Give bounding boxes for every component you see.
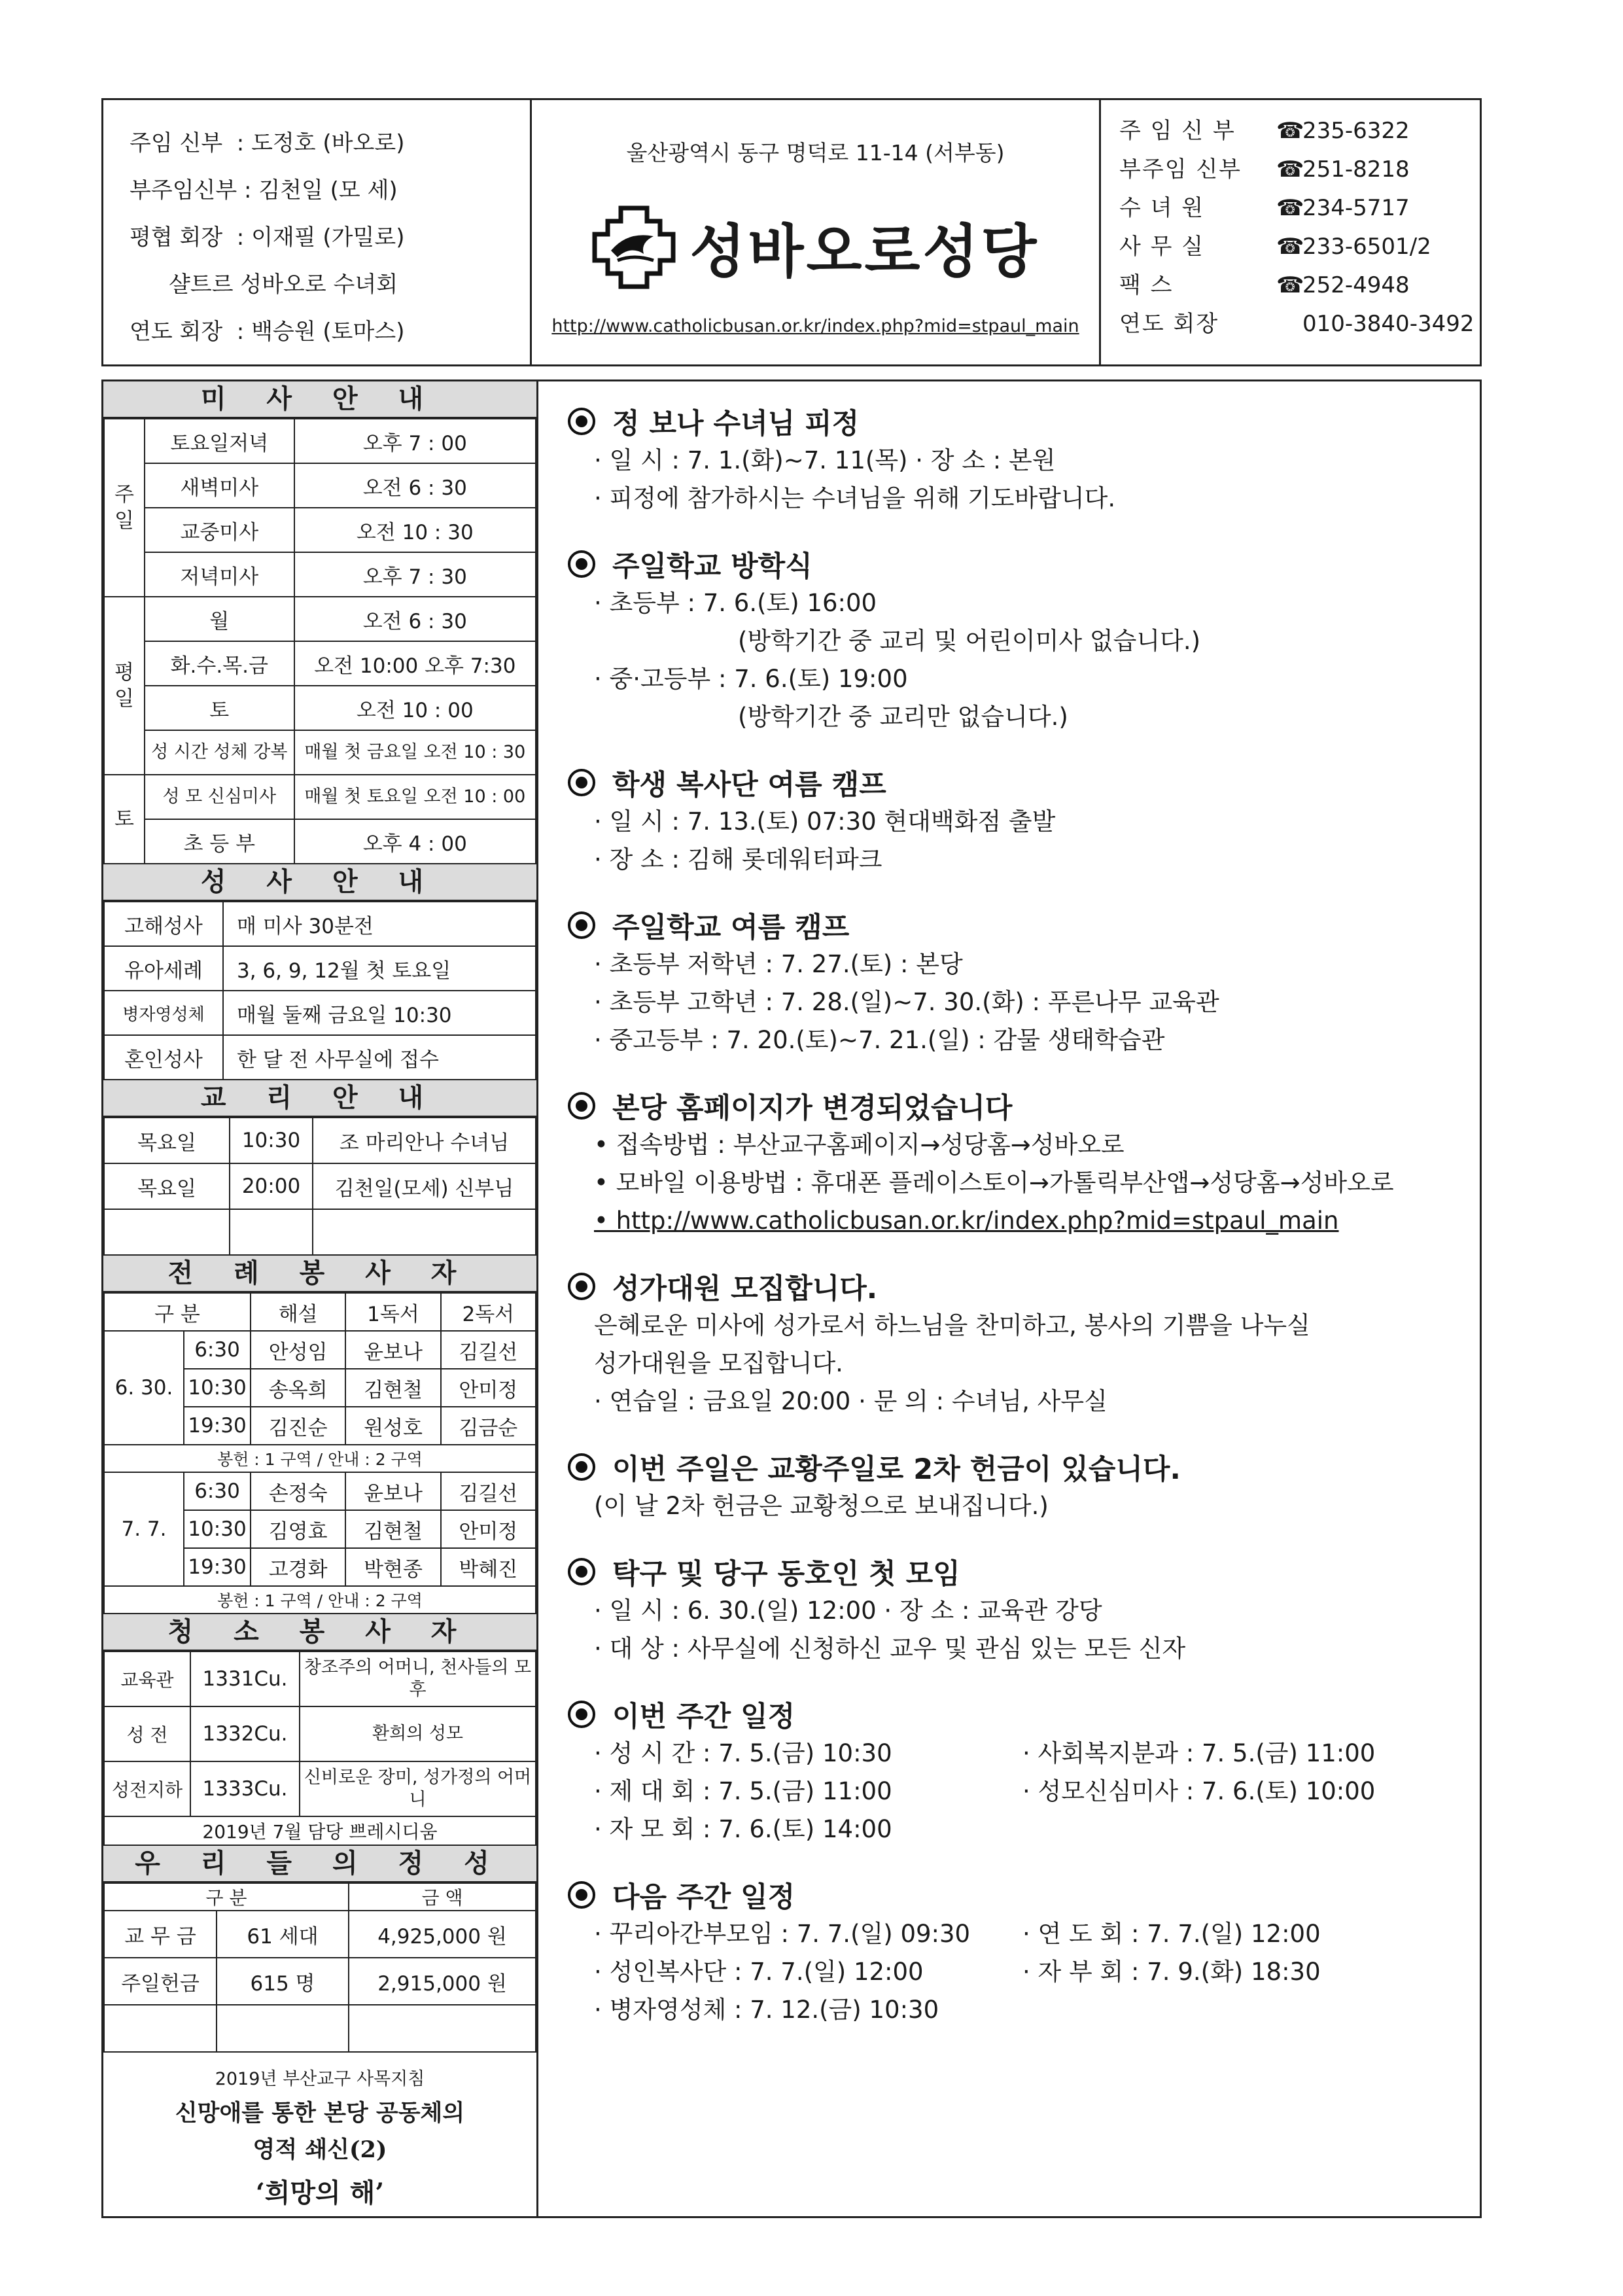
bullet-circle-icon bbox=[568, 1558, 595, 1585]
church-identity bbox=[532, 100, 1101, 364]
contact-row: 팩 스 ☎ 252-4948 bbox=[1119, 266, 1480, 305]
offering-title: 우 리 들 의 정 성 bbox=[103, 1846, 536, 1882]
contact-list bbox=[1101, 100, 1480, 364]
phone-icon: ☎ bbox=[1276, 156, 1304, 183]
liturgy-table: 구 분 해설 1독서 2독서 6. 30. 6:30 안성임 윤보나 김길선 10:30 송옥희 김현철 안미정 19:30 김진순 원성호 김금순 봉헌 : 1 구역 / 안내 : 2 구역 7. 7. 6:30 손정숙 윤보나 김길선 10:30 김영효 김현철 안미정 19:30 고경화 박현종 박혜진 봉헌 : 1 구역 / 안내 : 2 구역 bbox=[103, 1292, 536, 1614]
clergy-row: 주임 신부 : 도정호 (바오로) bbox=[130, 130, 405, 156]
cleaning-title: 청 소 봉 사 자 bbox=[103, 1614, 536, 1651]
church-logo-icon bbox=[591, 205, 676, 290]
main-box bbox=[101, 380, 1482, 2218]
bullet-circle-icon bbox=[568, 408, 595, 435]
bullet-circle-icon bbox=[568, 550, 595, 578]
catechism-table: 목요일 10:30 조 마리안나 수녀님 목요일 20:00 김천일(모세) 신부님 bbox=[103, 1117, 536, 1256]
bullet-circle-icon bbox=[568, 1092, 595, 1120]
church-name: 성바오로성당 bbox=[689, 218, 1039, 285]
contact-row: 부주임 신부 ☎ 251-8218 bbox=[1119, 150, 1480, 189]
group-label: 평 일 bbox=[104, 597, 145, 775]
phone-icon: ☎ bbox=[1276, 195, 1304, 221]
notice-column bbox=[548, 381, 1477, 2216]
notice-choir: 성가대원 모집합니다. 은혜로운 미사에 성가로서 하느님을 찬미하고, 봉사의 기쁨을 나누실 성가대원을 모집합니다. · 연습일 : 금요일 20:00 · 문 의 : 수녀님, 사무실 bbox=[568, 1266, 1477, 1421]
bullet-circle-icon bbox=[568, 1701, 595, 1728]
phone-icon: ☎ bbox=[1276, 118, 1304, 144]
mass-title: 미 사 안 내 bbox=[103, 381, 536, 418]
notice-homepage: 본당 홈페이지가 변경되었습니다 • 접속방법 : 부산교구홈페이지→성당홈→성바오로 • 모바일 이용방법 : 휴대폰 플레이스토이→가톨릭부산앱→성당홈→성바오로 • http://www.catholicbusan.or.kr/index.php?mid=stpaul_main bbox=[568, 1086, 1477, 1240]
contact-row: 수 녀 원 ☎ 234-5717 bbox=[1119, 189, 1480, 228]
church-url-link[interactable]: http://www.catholicbusan.or.kr/index.php?mid=stpaul_main bbox=[551, 316, 1079, 336]
notice-papal-collection: 이번 주일은 교황주일로 2차 헌금이 있습니다. (이 날 2차 헌금은 교황청으로 보내집니다.) bbox=[568, 1447, 1477, 1525]
pastoral-motto: 2019년 부산교구 사목지침 신망애를 통한 본당 공동체의 영적 쇄신(2) ‘희망의 해’ bbox=[175, 2069, 465, 2208]
clergy-row: 연도 회장 : 백승원 (토마스) bbox=[130, 319, 405, 345]
bullet-circle-icon bbox=[568, 1881, 595, 1909]
contact-row: 연도 회장 010-3840-3492 bbox=[1119, 311, 1475, 337]
sacrament-table: 고해성사 매 미사 30분전 유아세례 3, 6, 9, 12월 첫 토요일 병자영성체 매월 둘째 금요일 10:30 혼인성사 한 달 전 사무실에 접수 bbox=[103, 901, 536, 1080]
clergy-row: 부주임신부 : 김천일 (모 세) bbox=[130, 177, 398, 203]
bullet-circle-icon bbox=[568, 769, 595, 796]
bullet-circle-icon bbox=[568, 1273, 595, 1300]
homepage-link[interactable]: • http://www.catholicbusan.or.kr/index.php?mid=stpaul_main bbox=[594, 1207, 1339, 1235]
notice-altar-server-camp: 학생 복사단 여름 캠프 · 일 시 : 7. 13.(토) 07:30 현대백화점 출발 · 장 소 : 김해 롯데워터파크 bbox=[568, 762, 1477, 879]
sidebar bbox=[103, 381, 538, 2216]
notice-this-week: 이번 주간 일정 · 성 시 간 : 7. 5.(금) 10:30 · 제 대 회 : 7. 5.(금) 11:00 · 자 모 회 : 7. 6.(토) 14:00 · 사회복지분과 : 7. 5.(금) 11:00 · 성모신심미사 : 7. 6.(토) 10:00 bbox=[568, 1694, 1477, 1848]
church-address: 울산광역시 동구 명덕로 11-14 (서부동) bbox=[626, 140, 1005, 166]
notice-club-meeting: 탁구 및 당구 동호인 첫 모임 · 일 시 : 6. 30.(일) 12:00 · 장 소 : 교육관 강당 · 대 상 : 사무실에 신청하신 교우 및 관심 있는 모든 신자 bbox=[568, 1551, 1477, 1668]
offering-table: 구 분 금 액 교 무 금 61 세대 4,925,000 원 주일헌금 615 명 2,915,000 원 bbox=[103, 1882, 536, 2053]
catechism-title: 교 리 안 내 bbox=[103, 1080, 536, 1117]
notice-school-vacation: 주일학교 방학식 · 초등부 : 7. 6.(토) 16:00 (방학기간 중 교리 및 어린이미사 없습니다.) · 중·고등부 : 7. 6.(토) 19:00 (방학기간 중 교리만 없습니다.) bbox=[568, 544, 1477, 736]
clergy-list bbox=[103, 100, 532, 364]
mass-table: 주 일 토요일저녁 오후 7 : 00 새벽미사 오전 6 : 30 교중미사 오전 10 : 30 저녁미사 오후 7 : 30 평 일 월 오전 6 : 30 화.수.목.금 오전 10:00 오후 7:30 토 오전 10 : 00 성 시간 성체 강복 매월 첫 금요일 오전 10 : 30 토 성 모 신심미사 매월 첫 토요일 오전 10 : 00 초 등 부 오후 4 : 00 bbox=[103, 418, 536, 864]
notice-summer-camp: 주일학교 여름 캠프 · 초등부 저학년 : 7. 27.(토) : 본당 · 초등부 고학년 : 7. 28.(일)~7. 30.(화) : 푸른나무 교육관 · 중고등부 : 7. 20.(토)~7. 21.(일) : 감물 생태학습관 bbox=[568, 905, 1477, 1059]
sacrament-title: 성 사 안 내 bbox=[103, 864, 536, 901]
bullet-circle-icon bbox=[568, 1453, 595, 1481]
contact-row: 주 임 신 부 ☎ 235-6322 bbox=[1119, 112, 1480, 150]
cleaning-table: 교육관 1331Cu. 창조주의 어머니, 천사들의 모후 성 전 1332Cu. 환희의 성모 성전지하 1333Cu. 신비로운 장미, 성가정의 어머니 2019년 7월 담당 쁘레시디움 bbox=[103, 1651, 536, 1846]
notice-retreat: 정 보나 수녀님 피정 · 일 시 : 7. 1.(화)~7. 11(목) · 장 소 : 본원 · 피정에 참가하시는 수녀님을 위해 기도바랍니다. bbox=[568, 401, 1477, 518]
bullet-circle-icon bbox=[568, 911, 595, 939]
clergy-row: 평협 회장 : 이재필 (가밀로) bbox=[130, 224, 405, 251]
notice-next-week: 다음 주간 일정 · 꾸리아간부모임 : 7. 7.(일) 09:30 · 성인복사단 : 7. 7.(일) 12:00 · 병자영성체 : 7. 12.(금) 10:30 · 연 도 회 : 7. 7.(일) 12:00 · 자 부 회 : 7. 9.(화) 18:30 bbox=[568, 1875, 1477, 2029]
group-label: 토 bbox=[104, 775, 145, 864]
clergy-row: 샬트르 성바오로 수녀회 bbox=[169, 272, 398, 298]
group-label: 주 일 bbox=[104, 419, 145, 597]
liturgy-title: 전 례 봉 사 자 bbox=[103, 1256, 536, 1292]
header-box bbox=[101, 98, 1482, 366]
phone-icon: ☎ bbox=[1276, 272, 1304, 298]
phone-icon: ☎ bbox=[1276, 234, 1304, 260]
contact-row: 사 무 실 ☎ 233-6501/2 bbox=[1119, 228, 1480, 266]
